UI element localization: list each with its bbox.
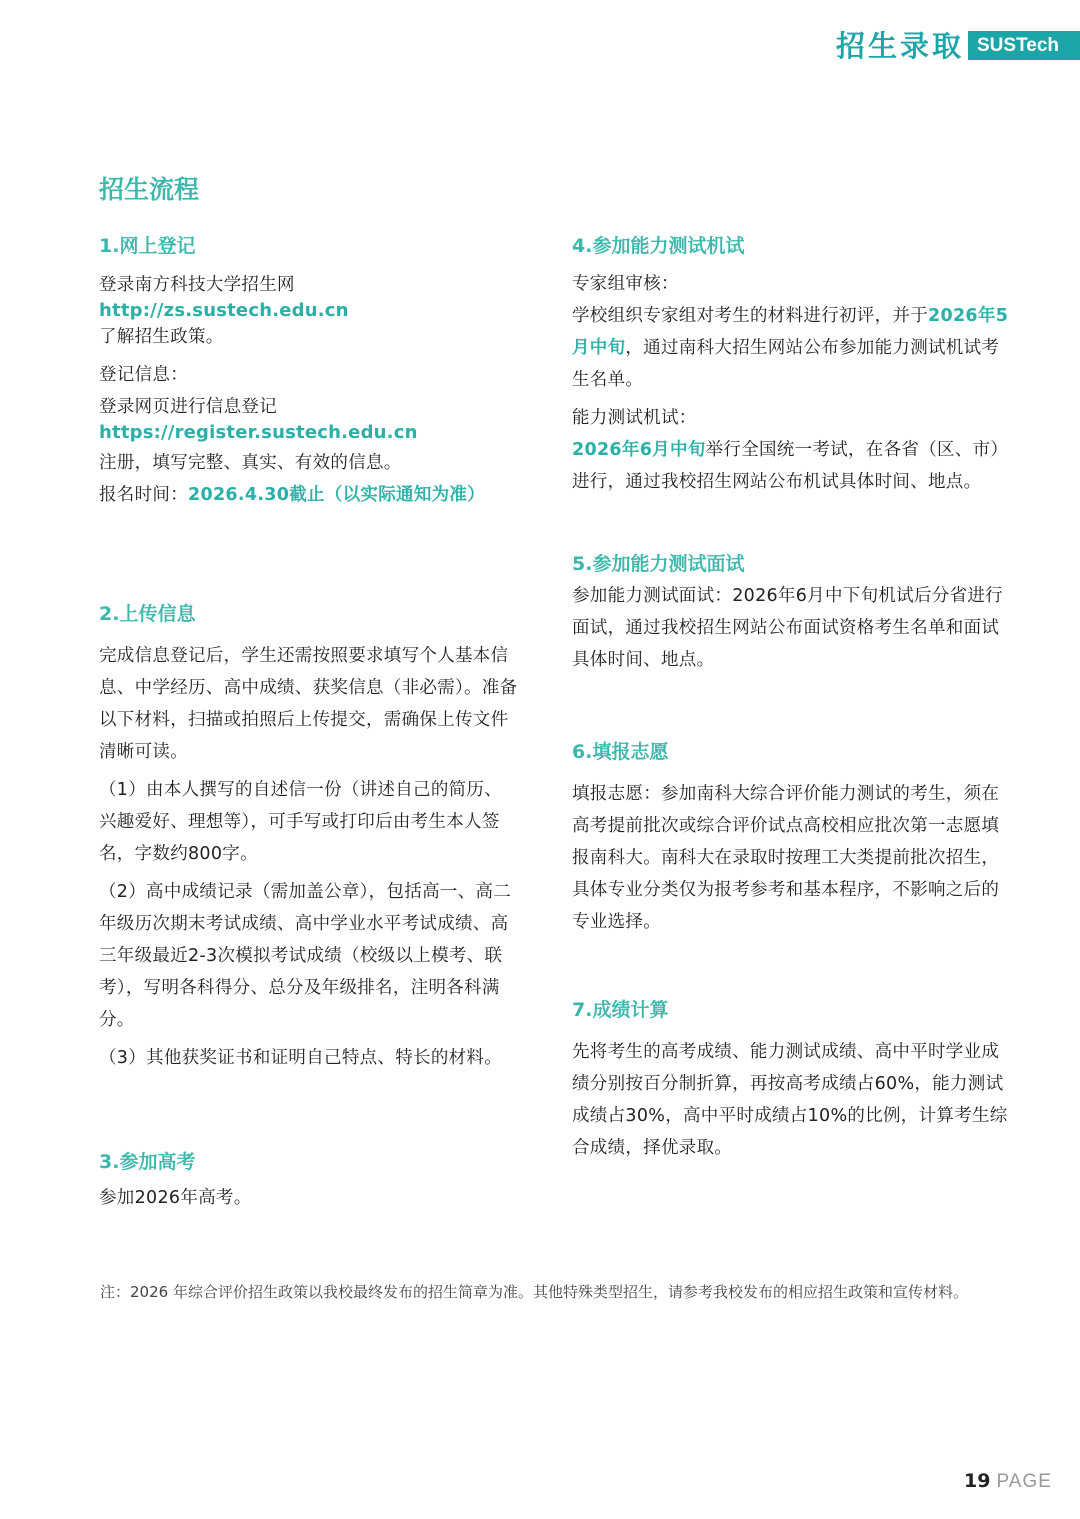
paragraph: 注册，填写完整、真实、有效的信息。 [99, 453, 402, 473]
section-7-score-calculation [572, 996, 1012, 1170]
deadline-line [99, 482, 519, 508]
label-register-info: 登记信息： [99, 365, 188, 385]
paragraph: 先将考生的高考成绩、能力测试成绩、高中平时学业成绩分别按百分制折算，再按高考成绩占60%，能力测试成绩占30%，高中平时成绩占10%的比例，计算考生综合成绩，择优录取。 [572, 1042, 1008, 1158]
paragraph [572, 300, 1012, 396]
deadline-label: 报名时间： [99, 485, 188, 505]
footnote: 注：2026 年综合评价招生政策以我校最终发布的招生简章为准。其他特殊类型招生，请参考我校发布的相应招生政策和宣传材料。 [100, 1283, 968, 1301]
text: 学校组织专家组对考生的材料进行初评，并于 [572, 306, 928, 326]
exam-date: 2026年6月中旬 [572, 440, 706, 460]
label-expert-review: 专家组审核： [572, 274, 679, 294]
section-5-interview [572, 550, 1012, 682]
admissions-site-link[interactable]: http://zs.sustech.edu.cn [99, 300, 349, 321]
paragraph: 登录网页进行信息登记 [99, 397, 277, 417]
page-label: PAGE [996, 1471, 1052, 1492]
section-3-gaokao [99, 1148, 519, 1220]
paragraph: 参加能力测试面试：2026年6月中下旬机试后分省进行面试，通过我校招生网站公布面试资格考生名单和面试具体时间、地点。 [572, 586, 1003, 670]
section-heading: 1.网上登记 [99, 235, 196, 257]
section-heading: 4.参加能力测试机试 [572, 235, 745, 257]
paragraph: 填报志愿：参加南科大综合评价能力测试的考生，须在高考提前批次或综合评价试点高校相应批次第一志愿填报南科大。南科大在录取时按理工大类提前批次招生，具体专业分类仅为报考参考和基本程序，不影响之后的专业选择。 [572, 784, 1000, 932]
paragraph: 参加2026年高考。 [99, 1188, 252, 1208]
list-item: （2）高中成绩记录（需加盖公章），包括高一、高二年级历次期末考试成绩、高中学业水平考试成绩、高三年级最近2-3次模拟考试成绩（校级以上模考、联考），写明各科得分、总分及年级排名，注明各科满分。 [99, 882, 512, 1030]
register-site-link[interactable]: https://register.sustech.edu.cn [99, 422, 418, 443]
paragraph: 完成信息登记后，学生还需按照要求填写个人基本信息、中学经历、高中成绩、获奖信息（非必需）。准备以下材料，扫描或拍照后上传提交，需确保上传文件清晰可读。 [99, 646, 518, 762]
section-heading: 2.上传信息 [99, 603, 196, 625]
page-number [964, 1468, 1052, 1495]
paragraph: 了解招生政策。 [99, 327, 224, 347]
paragraph: 登录南方科技大学招生网 [99, 275, 295, 295]
section-1-online-registration [99, 232, 519, 508]
page-title: 招生流程 [99, 175, 200, 204]
section-heading: 6.填报志愿 [572, 741, 669, 763]
text: ，通过南科大招生网站公布参加能力测试机试考生名单。 [572, 338, 1000, 390]
list-item: （1）由本人撰写的自述信一份（讲述自己的简历、兴趣爱好、理想等），可手写或打印后由考生本人签名，字数约800字。 [99, 780, 503, 864]
label-computer-test: 能力测试机试： [572, 408, 697, 428]
text: 举行全国统一考试，在各省（区、市）进行，通过我校招生网站公布机试具体时间、地点。 [572, 440, 1009, 492]
review-date: 2026年5月中旬 [572, 306, 1009, 358]
section-heading: 7.成绩计算 [572, 999, 669, 1021]
section-4-computer-test [572, 232, 1012, 504]
paragraph [572, 434, 1012, 498]
section-6-application [572, 738, 1012, 944]
deadline-value: 2026.4.30截止（以实际通知为准） [188, 485, 486, 505]
sustech-badge: SUSTech [968, 31, 1080, 60]
header-section-title: 招生录取 [836, 29, 965, 63]
list-item: （3）其他获奖证书和证明自己特点、特长的材料。 [99, 1048, 503, 1068]
section-heading: 5.参加能力测试面试 [572, 553, 745, 575]
section-heading: 3.参加高考 [99, 1151, 196, 1173]
page-number-value: 19 [964, 1470, 991, 1492]
section-2-upload-info [99, 600, 519, 1080]
